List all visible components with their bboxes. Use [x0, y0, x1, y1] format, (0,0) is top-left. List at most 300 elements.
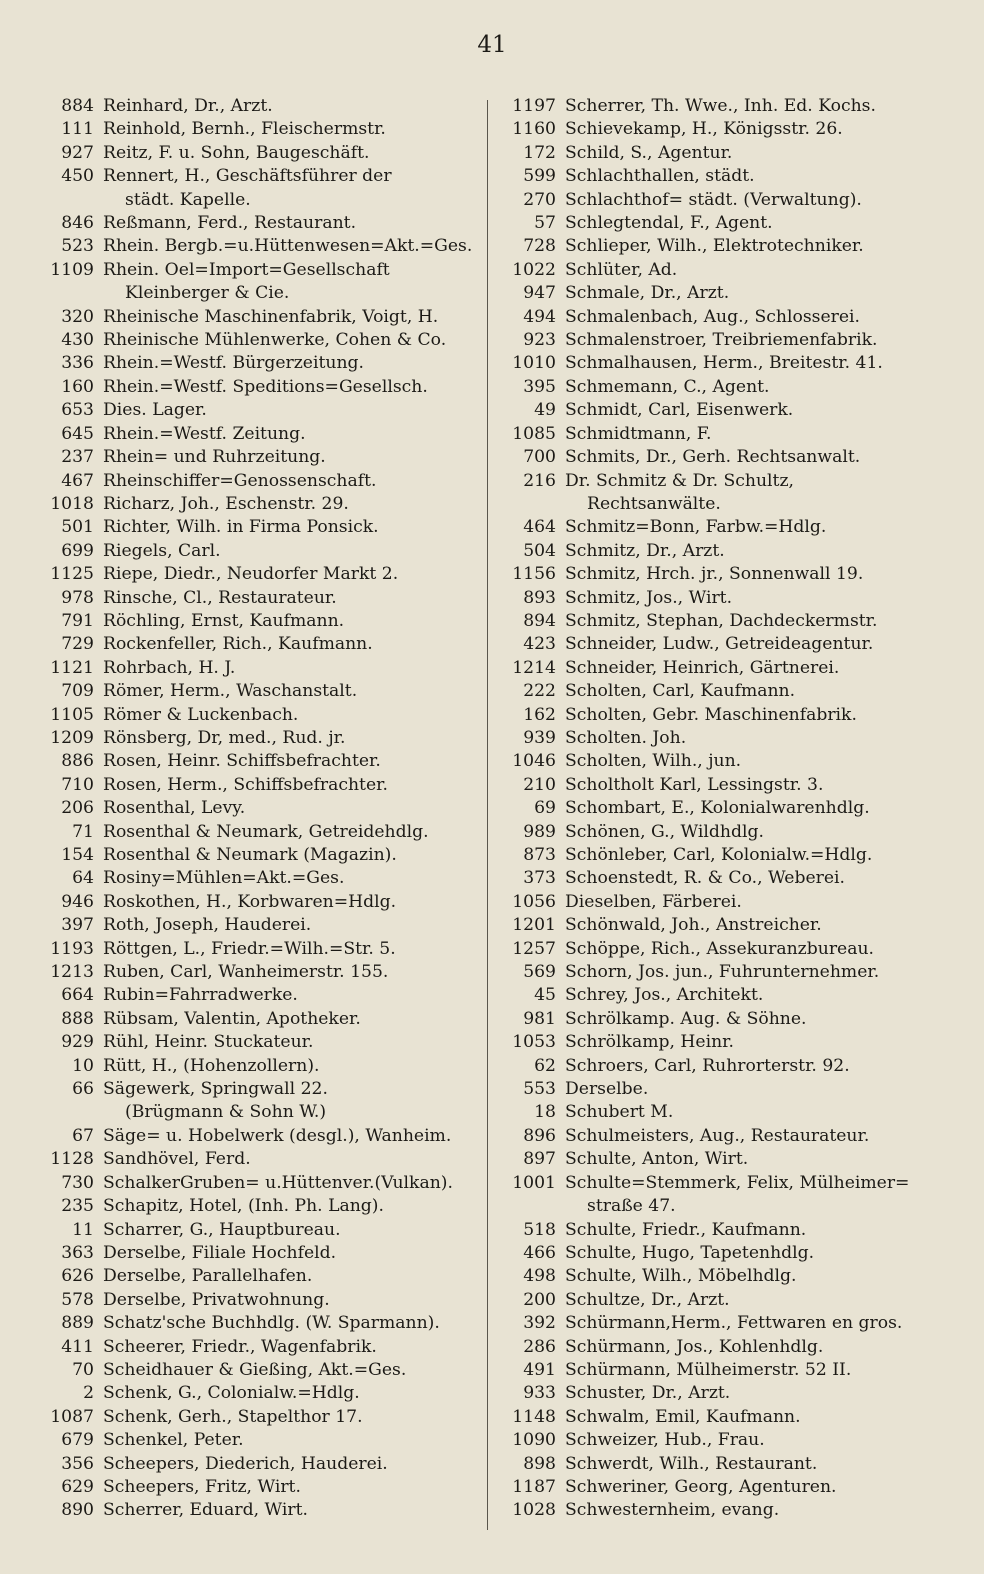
- directory-entry: [28, 797, 488, 820]
- phone-number: 397: [61, 915, 94, 936]
- entry-text: [103, 259, 390, 306]
- phone-number: 270: [523, 189, 556, 210]
- entry-text: [103, 1055, 320, 1078]
- entry-text: [565, 516, 826, 539]
- entry-name: Rinsche, Cl., Restaurateur.: [103, 587, 337, 608]
- entry-continuation: Kleinberger & Cie.: [125, 283, 290, 304]
- phone-number: 1209: [50, 727, 94, 748]
- entry-name: Schmemann, C., Agent.: [565, 376, 770, 397]
- phone-number: 518: [523, 1219, 556, 1240]
- directory-entry: [28, 470, 488, 493]
- phone-number: 1087: [50, 1406, 94, 1427]
- entry-name: Schlachthallen, städt.: [565, 166, 755, 187]
- entry-name: Schulte, Friedr., Kaufmann.: [565, 1219, 807, 1240]
- entry-name: Schulmeisters, Aug., Restaurateur.: [565, 1125, 870, 1146]
- phone-number: 237: [61, 447, 94, 468]
- phone-number: 978: [61, 587, 94, 608]
- entry-name: Scherrer, Eduard, Wirt.: [103, 1500, 308, 1521]
- directory-entry: [28, 1031, 488, 1054]
- directory-entry: [498, 1382, 968, 1405]
- directory-entry: [498, 914, 968, 937]
- phone-number: 729: [61, 634, 94, 655]
- directory-entry: [498, 610, 968, 633]
- entry-name: Schöppe, Rich., Assekuranzbureau.: [565, 938, 874, 959]
- entry-text: [103, 1453, 388, 1476]
- directory-entry: [28, 329, 488, 352]
- entry-name: Rheinische Mühlenwerke, Cohen & Co.: [103, 330, 447, 351]
- directory-entry: [498, 1219, 968, 1242]
- entry-name: Schrölkamp, Heinr.: [565, 1032, 734, 1053]
- entry-continuation: Rechtsanwälte.: [587, 493, 721, 514]
- entry-name: Reinhold, Bernh., Fleischermstr.: [103, 119, 386, 140]
- directory-entry: [28, 633, 488, 656]
- phone-number: 553: [523, 1079, 556, 1100]
- entry-name: Schmalhausen, Herm., Breitestr. 41.: [565, 353, 883, 374]
- directory-entry: [498, 259, 968, 282]
- entry-text: [565, 306, 860, 329]
- entry-name: Schürmann,Herm., Fettwaren en gros.: [565, 1313, 903, 1334]
- entry-name: Schorn, Jos. jun., Fuhrunternehmer.: [565, 962, 880, 983]
- entry-name: Schild, S., Agentur.: [565, 142, 733, 163]
- directory-entry: [28, 1382, 488, 1405]
- phone-number: 70: [72, 1359, 94, 1380]
- entry-name: Säge= u. Hobelwerk (desgl.), Wanheim.: [103, 1125, 452, 1146]
- entry-name: Richarz, Joh., Eschenstr. 29.: [103, 493, 349, 514]
- phone-number: 235: [61, 1196, 94, 1217]
- phone-number: 363: [61, 1242, 94, 1263]
- directory-entry: [28, 165, 488, 212]
- entry-name: Dr. Schmitz & Dr. Schultz,: [565, 470, 794, 491]
- entry-name: Schmitz, Hrch. jr., Sonnenwall 19.: [565, 564, 864, 585]
- entry-name: Reßmann, Ferd., Restaurant.: [103, 213, 357, 234]
- entry-name: Schenk, Gerh., Stapelthor 17.: [103, 1406, 363, 1427]
- entry-text: [103, 493, 349, 516]
- directory-entry: [498, 306, 968, 329]
- entry-name: Schneider, Ludw., Getreideagentur.: [565, 634, 874, 655]
- entry-text: [565, 797, 870, 820]
- phone-number: 1085: [512, 423, 556, 444]
- directory-entry: [498, 540, 968, 563]
- entry-text: [565, 844, 872, 867]
- entry-text: [103, 1265, 312, 1288]
- entry-name: Reitz, F. u. Sohn, Baugeschäft.: [103, 142, 370, 163]
- directory-entry: [498, 329, 968, 352]
- entry-text: [103, 610, 344, 633]
- entry-text: [565, 867, 845, 890]
- entry-text: [103, 1078, 328, 1125]
- entry-name: Rübsam, Valentin, Apotheker.: [103, 1008, 361, 1029]
- entry-name: Schmidt, Carl, Eisenwerk.: [565, 400, 794, 421]
- directory-entry: [28, 212, 488, 235]
- entry-text: [103, 1382, 360, 1405]
- directory-entry: [498, 587, 968, 610]
- directory-entry: [28, 914, 488, 937]
- entry-name: Riepe, Diedr., Neudorfer Markt 2.: [103, 564, 399, 585]
- entry-text: [103, 657, 235, 680]
- entry-name: Scheerer, Friedr., Wagenfabrik.: [103, 1336, 377, 1357]
- entry-text: [565, 259, 677, 282]
- directory-entry: [498, 189, 968, 212]
- phone-number: 45: [534, 985, 556, 1006]
- phone-number: 629: [61, 1476, 94, 1497]
- entry-text: [565, 1312, 902, 1335]
- phone-number: 222: [523, 681, 556, 702]
- entry-text: [565, 95, 876, 118]
- entry-text: [565, 1078, 648, 1101]
- phone-number: 162: [523, 704, 556, 725]
- phone-number: 62: [534, 1055, 556, 1076]
- phone-number: 728: [523, 236, 556, 257]
- entry-name: Rheinschiffer=Genossenschaft.: [103, 470, 377, 491]
- phone-number: 498: [523, 1266, 556, 1287]
- entry-text: [565, 189, 862, 212]
- directory-entry: [28, 1008, 488, 1031]
- entry-name: Schulte, Anton, Wirt.: [565, 1149, 749, 1170]
- phone-number: 896: [523, 1125, 556, 1146]
- phone-number: 889: [61, 1313, 94, 1334]
- directory-entry: [28, 1265, 488, 1288]
- phone-number: 64: [72, 868, 94, 889]
- directory-entry: [498, 938, 968, 961]
- entry-name: Derselbe, Filiale Hochfeld.: [103, 1242, 337, 1263]
- entry-name: Reinhard, Dr., Arzt.: [103, 96, 273, 116]
- phone-number: 336: [61, 353, 94, 374]
- directory-entry: [28, 610, 488, 633]
- entry-name: Schlachthof= städt. (Verwaltung).: [565, 189, 862, 210]
- phone-number: 1018: [50, 493, 94, 514]
- entry-text: [565, 750, 741, 773]
- entry-name: Riegels, Carl.: [103, 540, 221, 561]
- phone-number: 494: [523, 306, 556, 327]
- directory-entry: [498, 376, 968, 399]
- directory-entry: [498, 1172, 968, 1219]
- entry-name: Roth, Joseph, Hauderei.: [103, 915, 312, 936]
- entry-name: Schneider, Heinrich, Gärtnerei.: [565, 657, 840, 678]
- entry-name: Roskothen, H., Korbwaren=Hdlg.: [103, 891, 397, 912]
- directory-entry: [28, 1148, 488, 1171]
- entry-name: Derselbe.: [565, 1079, 649, 1100]
- entry-text: [565, 938, 874, 961]
- entry-text: [565, 142, 732, 165]
- entry-text: [103, 1008, 361, 1031]
- entry-name: Römer & Luckenbach.: [103, 704, 299, 725]
- entry-name: Schlieper, Wilh., Elektrotechniker.: [565, 236, 864, 257]
- directory-entry: [498, 680, 968, 703]
- entry-name: Rütt, H., (Hohenzollern).: [103, 1055, 320, 1076]
- phone-number: 1056: [512, 891, 556, 912]
- phone-number: 160: [61, 376, 94, 397]
- directory-entry: [498, 1406, 968, 1429]
- phone-number: 2: [83, 1383, 94, 1404]
- entry-name: Schönleber, Carl, Kolonialw.=Hdlg.: [565, 845, 873, 865]
- phone-number: 320: [61, 306, 94, 327]
- directory-entry: [28, 399, 488, 422]
- entry-name: Rönsberg, Dr, med., Rud. jr.: [103, 727, 346, 748]
- entry-name: Schönen, G., Wildhdlg.: [565, 821, 764, 842]
- entry-text: [565, 563, 863, 586]
- entry-continuation: städt. Kapelle.: [125, 189, 251, 210]
- entry-text: [565, 352, 883, 375]
- phone-number: 893: [523, 587, 556, 608]
- phone-number: 466: [523, 1242, 556, 1263]
- phone-number: 1010: [512, 353, 556, 374]
- entry-name: Schrey, Jos., Architekt.: [565, 985, 764, 1006]
- directory-entry: [28, 774, 488, 797]
- entry-text: [565, 212, 773, 235]
- phone-number: 373: [523, 868, 556, 889]
- entry-text: [103, 1172, 453, 1195]
- entry-name: Schenkel, Peter.: [103, 1430, 244, 1451]
- entry-name: Schwalm, Emil, Kaufmann.: [565, 1406, 801, 1427]
- directory-entry: [498, 399, 968, 422]
- entry-name: Schmitz, Dr., Arzt.: [565, 540, 725, 561]
- directory-entry: [28, 984, 488, 1007]
- entry-name: Scharrer, G., Hauptbureau.: [103, 1219, 341, 1240]
- phone-number: 1187: [512, 1476, 556, 1497]
- entry-name: Scheepers, Fritz, Wirt.: [103, 1476, 301, 1497]
- entry-text: [565, 1031, 734, 1054]
- entry-name: Scholten, Gebr. Maschinenfabrik.: [565, 704, 857, 725]
- entry-text: [103, 470, 376, 493]
- entry-text: [565, 399, 793, 422]
- entry-name: Rühl, Heinr. Stuckateur.: [103, 1032, 314, 1053]
- phone-number: 846: [61, 213, 94, 234]
- directory-entry: [28, 235, 488, 258]
- entry-name: Scholten, Wilh., jun.: [565, 751, 742, 772]
- entry-name: Schubert M.: [565, 1102, 674, 1123]
- directory-entry: [498, 1031, 968, 1054]
- directory-entry: [498, 727, 968, 750]
- entry-text: [103, 1195, 384, 1218]
- directory-entry: [498, 165, 968, 188]
- entry-text: [565, 1148, 748, 1171]
- phone-number: 467: [61, 470, 94, 491]
- directory-entry: [498, 1008, 968, 1031]
- phone-number: 69: [534, 798, 556, 819]
- entry-text: [565, 470, 794, 517]
- entry-name: Rhein. Oel=Import=Gesellschaft: [103, 259, 390, 280]
- directory-entry: [28, 727, 488, 750]
- entry-name: Rosenthal & Neumark, Getreidehdlg.: [103, 821, 429, 842]
- entry-name: Schönwald, Joh., Anstreicher.: [565, 915, 822, 936]
- phone-number: 1001: [512, 1172, 556, 1193]
- entry-text: [103, 844, 397, 867]
- directory-entry: [498, 1078, 968, 1101]
- entry-name: Scherrer, Th. Wwe., Inh. Ed. Kochs.: [565, 96, 876, 116]
- entry-text: [565, 165, 755, 188]
- entry-text: [103, 1148, 251, 1171]
- entry-name: Rhein= und Ruhrzeitung.: [103, 447, 326, 468]
- phone-number: 1046: [512, 751, 556, 772]
- entry-text: [565, 680, 795, 703]
- entry-text: [565, 282, 729, 305]
- directory-entry: [498, 1336, 968, 1359]
- phone-number: 626: [61, 1266, 94, 1287]
- entry-text: [565, 1453, 817, 1476]
- phone-number: 884: [61, 96, 94, 116]
- entry-text: [103, 1336, 377, 1359]
- entry-name: Scheepers, Diederich, Hauderei.: [103, 1453, 388, 1474]
- entry-text: [565, 1055, 850, 1078]
- phone-number: 730: [61, 1172, 94, 1193]
- phone-number: 1201: [512, 915, 556, 936]
- entry-text: [565, 1382, 730, 1405]
- column-divider: [487, 100, 488, 1530]
- phone-number: 927: [61, 142, 94, 163]
- directory-entry: [498, 821, 968, 844]
- entry-text: [103, 961, 388, 984]
- entry-name: Rhein.=Westf. Bürgerzeitung.: [103, 353, 364, 374]
- directory-entry: [28, 1219, 488, 1242]
- phone-number: 709: [61, 681, 94, 702]
- directory-entry: [498, 282, 968, 305]
- phone-number: 1193: [50, 938, 94, 959]
- directory-entry: [498, 95, 968, 118]
- directory-entry: [498, 1125, 968, 1148]
- phone-number: 894: [523, 610, 556, 631]
- directory-entry: [28, 938, 488, 961]
- directory-entry: [28, 844, 488, 867]
- phone-number: 939: [523, 727, 556, 748]
- entry-name: Schombart, E., Kolonialwarenhdlg.: [565, 798, 870, 819]
- phone-number: 10: [72, 1055, 94, 1076]
- directory-entry: [498, 470, 968, 517]
- entry-name: Römer, Herm., Waschanstalt.: [103, 681, 358, 702]
- directory-entry: [28, 1429, 488, 1452]
- entry-text: [565, 984, 763, 1007]
- directory-entry: [498, 235, 968, 258]
- directory-entry: [28, 142, 488, 165]
- directory-entry: [28, 1172, 488, 1195]
- entry-text: [103, 704, 298, 727]
- phone-number: 886: [61, 751, 94, 772]
- directory-entry: [498, 1453, 968, 1476]
- directory-entry: [28, 1195, 488, 1218]
- entry-text: [103, 1312, 440, 1335]
- entry-name: Schmalenbach, Aug., Schlosserei.: [565, 306, 860, 327]
- phone-number: 700: [523, 447, 556, 468]
- phone-number: 897: [523, 1149, 556, 1170]
- entry-text: [103, 867, 344, 890]
- entry-text: [103, 563, 398, 586]
- entry-text: [103, 1429, 244, 1452]
- entry-name: Rosenthal, Levy.: [103, 798, 246, 819]
- entry-name: Rheinische Maschinenfabrik, Voigt, H.: [103, 306, 439, 327]
- directory-entry: [498, 118, 968, 141]
- phone-number: 11: [72, 1219, 94, 1240]
- entry-name: Rohrbach, H. J.: [103, 657, 236, 678]
- directory-entry: [28, 1055, 488, 1078]
- directory-entry: [498, 1055, 968, 1078]
- directory-entry: [498, 1101, 968, 1124]
- entry-name: Röttgen, L., Friedr.=Wilh.=Str. 5.: [103, 938, 396, 959]
- directory-entry: [28, 516, 488, 539]
- entry-text: [565, 727, 686, 750]
- entry-name: Rockenfeller, Rich., Kaufmann.: [103, 634, 373, 655]
- entry-continuation: straße 47.: [587, 1196, 676, 1217]
- directory-entry: [28, 821, 488, 844]
- entry-text: [565, 376, 770, 399]
- directory-entry: [498, 797, 968, 820]
- left-column: [28, 95, 488, 1523]
- directory-entry: [498, 704, 968, 727]
- entry-text: [565, 235, 864, 258]
- directory-entry: [498, 1476, 968, 1499]
- directory-entry: [498, 352, 968, 375]
- phone-number: 430: [61, 330, 94, 351]
- entry-text: [565, 1429, 765, 1452]
- entry-text: [565, 446, 860, 469]
- phone-number: 1128: [50, 1149, 94, 1170]
- directory-entry: [498, 1359, 968, 1382]
- phone-number: 1213: [50, 962, 94, 983]
- phone-number: 873: [523, 845, 556, 865]
- entry-name: Schulte=Stemmerk, Felix, Mülheimer=: [565, 1172, 910, 1193]
- entry-name: Rosen, Heinr. Schiffsbefrachter.: [103, 751, 381, 772]
- phone-number: 423: [523, 634, 556, 655]
- entry-text: [103, 118, 386, 141]
- directory-entry: [498, 1429, 968, 1452]
- directory-entry: [28, 1078, 488, 1125]
- phone-number: 1109: [50, 259, 94, 280]
- entry-name: Schweizer, Hub., Frau.: [565, 1430, 765, 1451]
- entry-text: [103, 306, 438, 329]
- phone-number: 578: [61, 1289, 94, 1310]
- directory-entry: [28, 118, 488, 141]
- entry-name: Rennert, H., Geschäftsführer der: [103, 166, 392, 187]
- phone-number: 71: [72, 821, 94, 842]
- directory-entry: [28, 961, 488, 984]
- entry-text: [565, 587, 732, 610]
- entry-text: [565, 1359, 851, 1382]
- phone-number: 286: [523, 1336, 556, 1357]
- directory-entry: [498, 984, 968, 1007]
- entry-text: [103, 212, 356, 235]
- entry-name: Schmale, Dr., Arzt.: [565, 283, 730, 304]
- entry-text: [103, 891, 396, 914]
- directory-entry: [28, 867, 488, 890]
- directory-entry: [28, 563, 488, 586]
- entry-text: [103, 1219, 341, 1242]
- directory-entry: [498, 867, 968, 890]
- entry-name: Sandhövel, Ferd.: [103, 1149, 251, 1170]
- directory-entry: [28, 540, 488, 563]
- directory-entry: [28, 1406, 488, 1429]
- directory-entry: [28, 1289, 488, 1312]
- directory-entry: [28, 891, 488, 914]
- entry-text: [103, 329, 446, 352]
- directory-entry: [498, 446, 968, 469]
- directory-entry: [28, 657, 488, 680]
- entry-text: [103, 235, 472, 258]
- phone-number: 933: [523, 1383, 556, 1404]
- directory-entry: [498, 633, 968, 656]
- phone-number: 464: [523, 517, 556, 538]
- entry-text: [103, 774, 388, 797]
- phone-number: 898: [523, 1453, 556, 1474]
- phone-number: 1197: [512, 96, 556, 116]
- phone-number: 356: [61, 1453, 94, 1474]
- entry-text: [103, 446, 326, 469]
- entry-name: Schmalenstroer, Treibriemenfabrik.: [565, 330, 878, 351]
- entry-text: [565, 1101, 673, 1124]
- entry-name: Schapitz, Hotel, (Inh. Ph. Lang).: [103, 1196, 384, 1217]
- entry-text: [565, 891, 742, 914]
- entry-text: [565, 1125, 869, 1148]
- phone-number: 645: [61, 423, 94, 444]
- entry-text: [103, 352, 364, 375]
- entry-name: Schwesternheim, evang.: [565, 1500, 780, 1521]
